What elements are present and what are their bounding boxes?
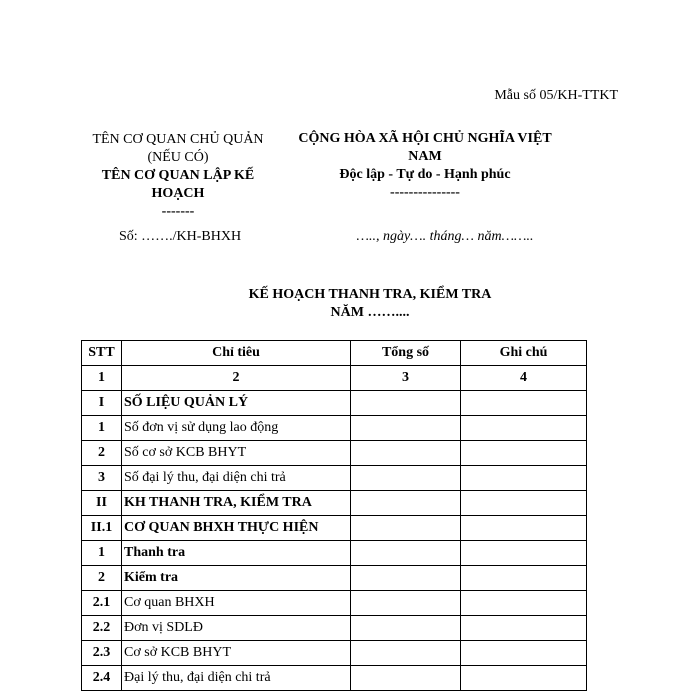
row-stt: 2.4 bbox=[82, 666, 122, 691]
document-number: Số: ……./KH-BHXH bbox=[118, 229, 242, 244]
row-criteria: Số cơ sở KCB BHYT bbox=[122, 441, 351, 466]
title-line-1: KẾ HOẠCH THANH TRA, KIỂM TRA bbox=[248, 287, 492, 302]
left-divider: ------- bbox=[161, 204, 195, 219]
row-notes bbox=[461, 466, 587, 491]
column-number: 1 bbox=[82, 366, 122, 391]
table-row bbox=[82, 541, 587, 566]
row-criteria: CƠ QUAN BHXH THỰC HIỆN bbox=[122, 516, 351, 541]
table-row bbox=[82, 491, 587, 516]
table-header-row bbox=[82, 341, 587, 366]
row-total bbox=[351, 441, 461, 466]
date-line: ….., ngày…. tháng… năm…….. bbox=[356, 229, 534, 244]
country-name: CỘNG HÒA XÃ HỘI CHỦ NGHĨA VIỆT NAM bbox=[298, 131, 552, 164]
row-notes bbox=[461, 666, 587, 691]
row-total bbox=[351, 516, 461, 541]
header-criteria: Chỉ tiêu bbox=[122, 341, 351, 366]
table-row bbox=[82, 516, 587, 541]
row-criteria: Số đơn vị sử dụng lao động bbox=[122, 416, 351, 441]
row-total bbox=[351, 466, 461, 491]
row-notes bbox=[461, 616, 587, 641]
row-criteria: Thanh tra bbox=[122, 541, 351, 566]
row-total bbox=[351, 391, 461, 416]
row-stt: II.1 bbox=[82, 516, 122, 541]
header-notes: Ghi chú bbox=[461, 341, 587, 366]
row-criteria: Cơ quan BHXH bbox=[122, 591, 351, 616]
row-total bbox=[351, 491, 461, 516]
row-notes bbox=[461, 641, 587, 666]
table-row bbox=[82, 391, 587, 416]
row-criteria: Cơ sở KCB BHYT bbox=[122, 641, 351, 666]
row-criteria: KH THANH TRA, KIỂM TRA bbox=[122, 491, 351, 516]
row-criteria: Đơn vị SDLĐ bbox=[122, 616, 351, 641]
column-number: 4 bbox=[461, 366, 587, 391]
row-total bbox=[351, 616, 461, 641]
header-stt: STT bbox=[82, 341, 122, 366]
row-stt: 2 bbox=[82, 441, 122, 466]
table-row bbox=[82, 416, 587, 441]
row-total bbox=[351, 541, 461, 566]
row-notes bbox=[461, 491, 587, 516]
row-criteria: Số đại lý thu, đại diện chi trả bbox=[122, 466, 351, 491]
row-notes bbox=[461, 441, 587, 466]
form-code: Mẫu số 05/KH-TTKT bbox=[494, 88, 618, 103]
row-notes bbox=[461, 416, 587, 441]
row-notes bbox=[461, 591, 587, 616]
parent-agency-note: (NẾU CÓ) bbox=[147, 150, 209, 165]
row-total bbox=[351, 566, 461, 591]
table-row bbox=[82, 466, 587, 491]
table-row bbox=[82, 616, 587, 641]
table-row bbox=[82, 566, 587, 591]
table-row bbox=[82, 441, 587, 466]
row-stt: 2.2 bbox=[82, 616, 122, 641]
table-row bbox=[82, 666, 587, 691]
title-line-2: NĂM …….... bbox=[330, 305, 410, 320]
column-number-row bbox=[82, 366, 587, 391]
row-total bbox=[351, 416, 461, 441]
plan-table bbox=[81, 340, 587, 691]
table-row bbox=[82, 641, 587, 666]
row-stt: 2.3 bbox=[82, 641, 122, 666]
row-notes bbox=[461, 391, 587, 416]
row-notes bbox=[461, 566, 587, 591]
row-stt: 2 bbox=[82, 566, 122, 591]
column-number: 2 bbox=[122, 366, 351, 391]
column-number: 3 bbox=[351, 366, 461, 391]
row-total bbox=[351, 591, 461, 616]
row-criteria: Kiểm tra bbox=[122, 566, 351, 591]
row-total bbox=[351, 641, 461, 666]
row-criteria: Đại lý thu, đại diện chi trả bbox=[122, 666, 351, 691]
parent-agency-line: TÊN CƠ QUAN CHỦ QUẢN bbox=[92, 132, 264, 147]
agency-name-line-2: HOẠCH bbox=[151, 186, 205, 201]
row-stt: I bbox=[82, 391, 122, 416]
issuing-agency-header bbox=[78, 131, 278, 221]
row-stt: 3 bbox=[82, 466, 122, 491]
row-stt: 2.1 bbox=[82, 591, 122, 616]
national-header bbox=[290, 130, 560, 202]
row-notes bbox=[461, 541, 587, 566]
document-title bbox=[80, 286, 660, 322]
national-motto: Độc lập - Tự do - Hạnh phúc bbox=[339, 167, 511, 182]
row-stt: 1 bbox=[82, 416, 122, 441]
row-stt: 1 bbox=[82, 541, 122, 566]
row-notes bbox=[461, 516, 587, 541]
row-stt: II bbox=[82, 491, 122, 516]
row-total bbox=[351, 666, 461, 691]
table-row bbox=[82, 591, 587, 616]
agency-name-line: TÊN CƠ QUAN LẬP KẾ bbox=[101, 168, 255, 183]
row-criteria: SỐ LIỆU QUẢN LÝ bbox=[122, 391, 351, 416]
header-total: Tổng số bbox=[351, 341, 461, 366]
right-divider: --------------- bbox=[390, 185, 460, 200]
